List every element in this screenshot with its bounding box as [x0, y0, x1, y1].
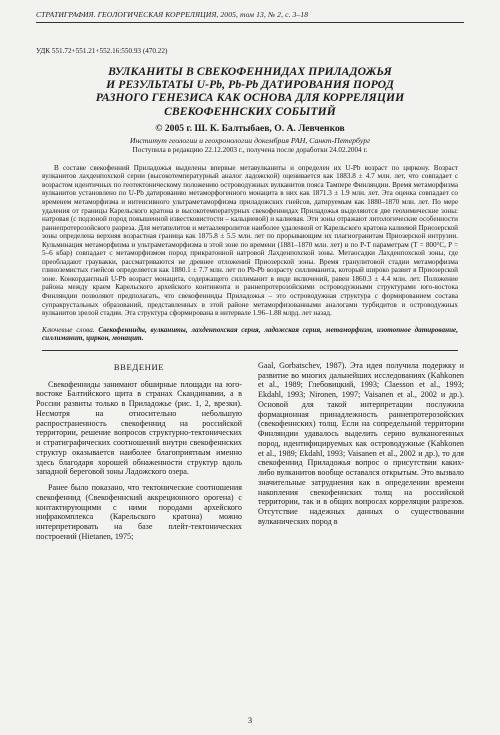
- keywords: [42, 326, 458, 343]
- journal-running-header: СТРАТИГРАФИЯ. ГЕОЛОГИЧЕСКАЯ КОРРЕЛЯЦИЯ, 2005, том 13, № 2, с. 3–18: [36, 10, 464, 23]
- title-line: И РЕЗУЛЬТАТЫ U-Pb, Pb-Pb ДАТИРОВАНИЯ ПОРОД: [106, 78, 394, 92]
- right-column: [258, 361, 464, 542]
- body-paragraph: Свекофенниды занимают обширные площади на юго-востоке Балтийского щита в странах Скандинавии, а в России развиты только в Приладожье (рис. 1, 2, врезки). Несмотря на относительно небольшую распространенность свекофеннид на российской территории, решение вопросов структурно-тектонических и стратиграфических соотношений внутри свекофеннских структур оказывается наиболее благоприятным именно здесь благодаря хорошей обнаженности структур вдоль западной береговой зоны Ладожского озера.: [36, 379, 242, 477]
- keywords-label: Ключевые слова.: [42, 325, 95, 334]
- author-affiliation: Институт геологии и геохронологии докембрия РАН, Санкт-Петербург: [129, 135, 371, 145]
- body-paragraph: Gaal, Gorbatschev, 1987). Эта идея получила подержку и развитие во многих дальнейших исследованиях (Kahkonen et al., 1989; Глебовицкий, 1993; Claesson et al., 1993; Ekdahl, 1993; Nironen, 1997; Vaisanen et al., 2002 и др.). Основой для такой интерпретации послужила формационная принадлежность раннепротерозойских (свекофеннских) толщ. Если на сопредельной территории Финляндии удавалось выделить серию вулканогенных пород, идентифицируемых как островодужные (Kahkonen et al., 1989; Ekdahl, 1993; Vaisanen et al., 2002 и др.), то для свекофеннид Приладожья вопрос о присутствии каких-либо вулканитов вообще оставался открытым. Это вызвало значительные затруднения как в определении времени накопления свекофеннских толщ на российской территории, так и в общих вопросах корреляции разрезов. Отсутствие надежных данных о существовании вулканических пород в: [258, 360, 464, 526]
- body-paragraph: Ранее было показано, что тектонические соотношения свекофеннид (Свекофеннский аккреционного орогена) с контактирующими с ними породами архейского инфракомплекса (Карельского кратона) можно интерпретировать на базе плейт-тектонических построений (Hietanen, 1975;: [36, 483, 242, 541]
- title-line: РАЗНОГО ГЕНЕЗИСА КАК ОСНОВА ДЛЯ КОРРЕЛЯЦИИ: [95, 91, 405, 105]
- section-heading-introduction: ВВЕДЕНИЕ: [113, 361, 165, 372]
- left-column: [36, 361, 242, 542]
- page-number: 3: [247, 715, 253, 725]
- received-dates: Поступила в редакцию 22.12.2003 г., получена после доработки 24.02.2004 г.: [132, 145, 368, 154]
- udc-code: УДК 551.72+551.21+552.16:550.93 (470.22): [36, 47, 168, 55]
- title-line: СВЕКОФЕННСКИХ СОБЫТИЙ: [164, 104, 336, 118]
- abstract-divider: [42, 350, 458, 351]
- abstract: В составе свекофенний Приладожья выделены впервые метавулканиты и определен их U-Pb возраст по циркону. Возраст вулканитов лахденпохской серии (высокотемпературный аналог ладожской) оценивается как 1883.8 ± 4.7 млн. лет, что совпадает с возрастом идентичных по геотектоническому положению островодужных вулканитов пояса Тампере Финляндии. Время метаморфизма вулканитов установлено по U-Pb датированию метаморфогенного монацита в них как 1871.3 ± 1.9 млн. лет. Эта оценка совпадает со временем метаморфизма и интенсивного ультраметаморфизма приладожских гнейсов, датируемым как 1880–1870 млн. лет. По мере удаления от границы Карельского кратона в высокотемпературных свекофеннидах Приладожья выделяются две геохимические зоны: натровая (с подзоной пород повышенной известковистости – кальциевой) и калиевая. Эти зоны отражают литологические особенности раннепротерозойского разреза. Для метапелитов и метаалевролитов наиболее удаленной от Карельского кратона калиевой Приозерской зоны определена верхняя возрастная граница как 1875.8 ± 5.5 млн. лет по прорывающим их плагиогранитам Приозерской интрузии. Кульминация метаморфизма и ультраметаморфизма в этой зоне по времени (1881–1870 млн. лет) и по P-T параметрам (T = 800°C, P = 5–6 кбар) совпадает с метаморфизмом пород прикратонной натровой Лахденпохской зоны. Метаосадки Лахденпохской зоны, где преобладают граувакки, рассматриваются не древнее отложений Приозерской зоны. Время гранулитовой стадии метаморфизма глиноземистых гнейсов определяется как 1880.1 ± 7.7 млн. лет по Pb-Pb возрасту силлиманита, который широко развит в Приозерской зоне. Конкордантный U-Pb возраст монацита, содержащего силлиманит в виде включений, равен 1860.3 ± 4.4 млн. лет. Положение района между краем Карельского архейского континента и раннепротерозойскими островодужными структурами юго-востока Финляндии позволяют предполагать, что свекофенниды Приладожья – это островодужная структура с формированием состава супракрустальных образований, представленных в этой районе метаморфизованными аналогами турбидитов и островодужных вулканитов зрелой стадии. Эта структура сформирована в интервале 1.96–1.88 млрд. лет назад.: [42, 163, 458, 318]
- article-authors: © 2005 г. Ш. К. Балтыбаев, О. А. Левченков: [155, 122, 345, 134]
- keywords-text: Свекофенниды, вулканиты, лахденпохская серия, ладожская серия, метаморфизм, изотопное датирование, силлиманит, циркон, монацит.: [42, 325, 459, 343]
- article-title: [36, 65, 464, 118]
- body-columns: [36, 361, 464, 542]
- title-line: ВУЛКАНИТЫ В СВЕКОФЕННИДАХ ПРИЛАДОЖЬЯ: [108, 65, 392, 78]
